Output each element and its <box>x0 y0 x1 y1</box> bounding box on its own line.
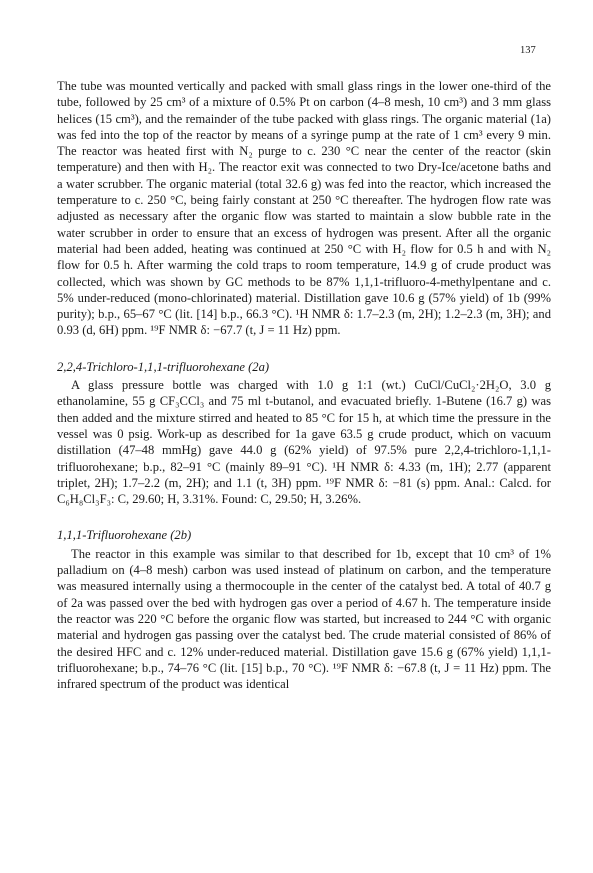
paragraph-2a: A glass pressure bottle was charged with 1.0 g 1:1 (wt.) CuCl/CuCl₂·2H₂O, 3.0 g ethanolamine, 55 g CF₃CCl₃ and 75 ml t-butanol, and evacuated briefly. 1-Butene (16.7 g) was then added and the mixture stirred and heated to 85 °C for 15 h, at which time the pressure in the vessel was 0 psig. Work-up as described for 1a gave 63.5 g crude product, which on vacuum distillation (47–48 mmHg) gave 44.0 g (62% yield) of 97.5% pure 2,2,4-trichloro-1,1,1-trifluorohexane; b.p., 82–91 °C (mainly 89–91 °C). ¹H NMR δ: 4.33 (m, 1H); 2.77 (apparent triplet, 2H); 1.7–2.2 (m, 2H); and 1.1 (t, 3H) ppm. ¹⁹F NMR δ: −81 (s) ppm. Anal.: Calcd. for C₆H₈Cl₃F₃: C, 29.60; H, 3.31%. Found: C, 29.50; H, 3.26%. <box>57 378 551 507</box>
page-number: 137 <box>520 45 536 56</box>
paragraph-reduction-1b: The tube was mounted vertically and packed with small glass rings in the lower one-third of the tube, followed by 25 cm³ of a mixture of 0.5% Pt on carbon (4–8 mesh, 10 cm³) and 3 mm glass helices (15 cm³), and the remainder of the tube packed with glass rings. The organic material (1a) was fed into the top of the reactor by means of a syringe pump at the rate of 1 cm³ every 9 min. The reactor was heated first with N₂ purge to c. 230 °C near the center of the reactor (skin temperature) and then with H₂. The reactor exit was connected to two Dry-Ice/acetone baths and a water scrubber. The organic material (total 32.6 g) was fed into the reactor, which increased the temperature to c. 250 °C, being fairly constant at 250 °C thereafter. The hydrogen flow rate was adjusted as necessary after the organic flow was started to maintain a slow bubble rate in the water scrubber in order to ensure that an excess of hydrogen was present. After all the organic material had been added, heating was continued at 250 °C with H₂ flow for 0.5 h and with N₂ flow for 0.5 h. After warming the cold traps to room temperature, 14.9 g of crude product was collected, which was shown by GC methods to be 87% 1,1,1-trifluoro-4-methylpentane and c. 5% under-reduced (mono-chlorinated) material. Distillation gave 10.6 g (57% yield) of 1b (99% purity); b.p., 65–67 °C (lit. [14] b.p., 66.3 °C). ¹H NMR δ: 1.7–2.3 (m, 2H); 1.2–2.3 (m, 3H); and 0.93 (d, 6H) ppm. ¹⁹F NMR δ: −67.7 (t, J = 11 Hz) ppm. <box>57 79 551 338</box>
section-heading-2b: 1,1,1-Trifluorohexane (2b) <box>57 528 192 543</box>
body-text <box>57 78 551 692</box>
paragraph-2b: The reactor in this example was similar to that described for 1b, except that 10 cm³ of 1% palladium on (4–8 mesh) carbon was used instead of platinum on carbon, and the temperature was measured internally using a thermocouple in the center of the catalyst bed. A total of 40.7 g of 2a was passed over the bed with hydrogen gas over a period of 4.67 h. The temperature inside the reactor was 220 °C before the organic flow was started, but increased to 244 °C with organic material and hydrogen gas passing over the catalyst bed. The crude material consisted of 86% of the desired HFC and c. 12% under-reduced material. Distillation gave 15.6 g (67% yield) 1,1,1-trifluorohexane; b.p., 74–76 °C (lit. [15] b.p., 70 °C). ¹⁹F NMR δ: −67.8 (t, J = 11 Hz) ppm. The infrared spectrum of the product was identical <box>57 546 551 692</box>
section-heading-2a: 2,2,4-Trichloro-1,1,1-trifluorohexane (2a) <box>57 359 270 374</box>
